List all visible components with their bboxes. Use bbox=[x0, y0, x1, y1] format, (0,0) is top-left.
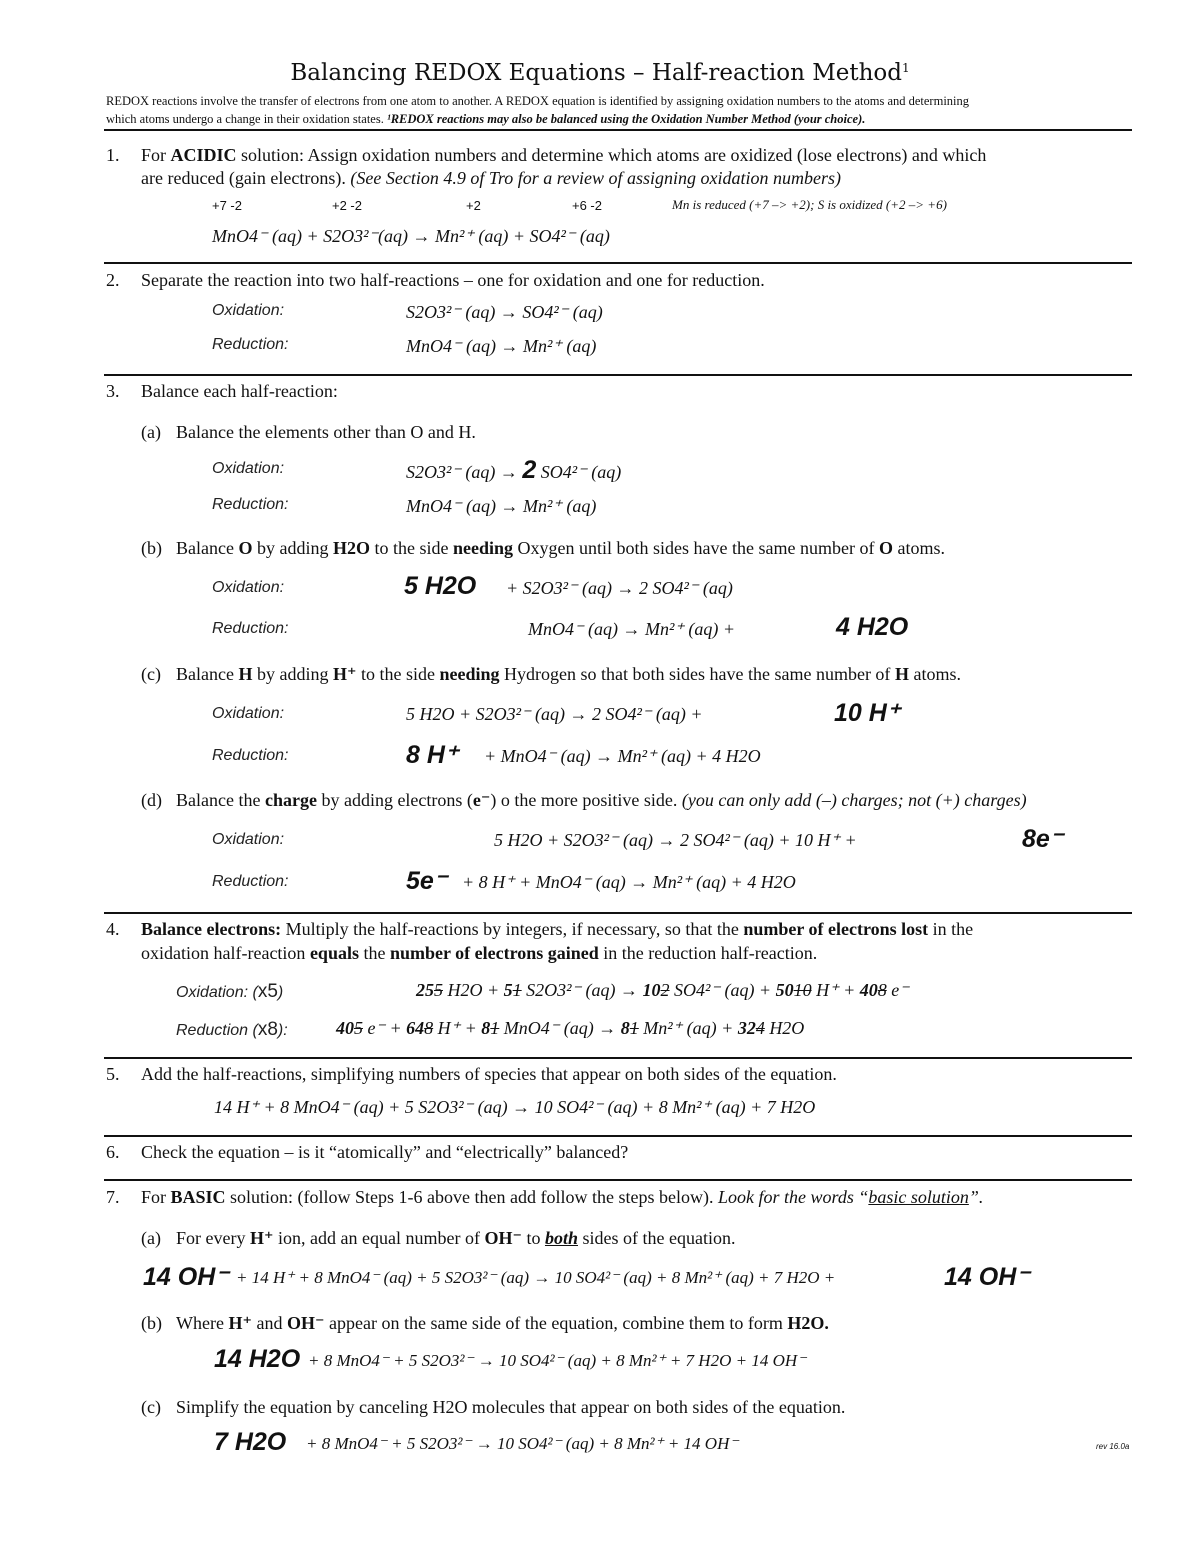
step-3b-t7: Oxygen until both sides have the same number of bbox=[513, 538, 879, 558]
step-3d-t2: charge bbox=[264, 790, 317, 810]
step-4-t4: in the bbox=[928, 919, 974, 939]
step-3d-ox-label: Oxidation: bbox=[212, 831, 285, 848]
step-3a-ox-eq-left: S2O3²⁻ (aq) → bbox=[406, 462, 523, 482]
step-7a-text bbox=[176, 1228, 735, 1249]
step-7b-t1: Where bbox=[176, 1313, 229, 1333]
step-4-red-eq bbox=[336, 1018, 804, 1039]
step-3d-red-electrons: 5e⁻ bbox=[406, 867, 448, 895]
step-7a-added-oh-left: 14 OH⁻ bbox=[143, 1263, 229, 1291]
divider bbox=[104, 1135, 1132, 1137]
new-coefficient: 64 bbox=[406, 1018, 425, 1038]
step-3a-red-eq: MnO4⁻ (aq) → Mn²⁺ (aq) bbox=[406, 496, 597, 516]
step-3d-t5: ) o the more positive side. bbox=[490, 790, 682, 810]
new-coefficient: 50 bbox=[775, 980, 794, 1000]
old-coefficient: 1 bbox=[512, 980, 522, 1000]
step-7b-t4: OH⁻ bbox=[286, 1313, 325, 1333]
step-4-l2b: equals bbox=[309, 943, 359, 963]
eq-fragment: S2O3²⁻ (aq) → bbox=[521, 980, 643, 1000]
step-3c-t1: Balance bbox=[176, 664, 239, 684]
step-3c-t3: by adding bbox=[252, 664, 333, 684]
step-3c-t4: H⁺ bbox=[332, 664, 357, 684]
ox-number-s2o3: +2 -2 bbox=[332, 198, 362, 213]
step-4-t1: Balance electrons: bbox=[141, 919, 282, 939]
step-3c-label: (c) bbox=[141, 664, 161, 684]
step-3-number: 3. bbox=[106, 381, 120, 401]
step-2-number: 2. bbox=[106, 270, 120, 290]
step-3b-t9: atoms. bbox=[892, 538, 945, 558]
step-4-text-line2 bbox=[141, 943, 817, 964]
step-3a-ox-eq bbox=[406, 456, 621, 485]
old-coefficient: 5 bbox=[434, 980, 443, 1000]
step-3b-t3: by adding bbox=[252, 538, 333, 558]
step-1-text-c: solution: Assign oxidation numbers and determine which atoms are oxidized (lose electrons) and which bbox=[236, 145, 987, 165]
step-7-t6: ”. bbox=[968, 1187, 984, 1207]
step-3d-t4: e⁻ bbox=[472, 790, 491, 810]
step-2-ox-label: Oxidation: bbox=[212, 302, 285, 319]
step-7-text bbox=[141, 1187, 983, 1208]
old-coefficient: 1 bbox=[629, 1018, 639, 1038]
step-7a-t1: For every bbox=[176, 1228, 250, 1248]
step-7a-t6: both bbox=[544, 1228, 578, 1248]
step-3b-t8: O bbox=[878, 538, 893, 558]
step-3c-red-added-h: 8 H⁺ bbox=[406, 741, 459, 769]
new-coefficient: 40 bbox=[336, 1018, 354, 1038]
step-5-equation: 14 H⁺ + 8 MnO4⁻ (aq) + 5 S2O3²⁻ (aq) → 10 SO4²⁻ (aq) + 8 Mn²⁺ (aq) + 7 H2O bbox=[214, 1097, 816, 1117]
step-1-line2a: are reduced (gain electrons). bbox=[141, 168, 351, 188]
step-7a-label: (a) bbox=[141, 1228, 161, 1248]
step-7b-text bbox=[176, 1313, 829, 1334]
step-3a-red-label: Reduction: bbox=[212, 496, 289, 513]
step-3d-text bbox=[176, 790, 1027, 811]
new-coefficient: 5 bbox=[503, 980, 513, 1000]
step-1-text-a: For bbox=[141, 145, 171, 165]
step-7c-net-water: 7 H2O bbox=[214, 1428, 287, 1456]
step-3b-red-label: Reduction: bbox=[212, 620, 289, 637]
new-coefficient: 8 bbox=[620, 1018, 630, 1038]
step-3b-red-added-water: 4 H2O bbox=[836, 613, 909, 641]
old-coefficient: 5 bbox=[354, 1018, 363, 1038]
step-7-number: 7. bbox=[106, 1187, 120, 1207]
step-7b-t6: H2O. bbox=[787, 1313, 829, 1333]
step-3c-t8: H bbox=[894, 664, 909, 684]
divider bbox=[104, 1179, 1132, 1181]
eq-fragment: SO4²⁻ (aq) + bbox=[669, 980, 776, 1000]
step-7a-t3: ion, add an equal number of bbox=[273, 1228, 485, 1248]
old-coefficient: 8 bbox=[424, 1018, 434, 1038]
old-coefficient: 4 bbox=[755, 1018, 765, 1038]
divider bbox=[104, 912, 1132, 914]
intro-line-1: REDOX reactions involve the transfer of electrons from one atom to another. A REDOX equation is identified by assigning oxidation numbers to the atoms and determining bbox=[106, 94, 970, 108]
step-7a-equation: + 14 H⁺ + 8 MnO4⁻ (aq) + 5 S2O3²⁻ (aq) → 10 SO4²⁻ (aq) + 8 Mn²⁺ (aq) + 7 H2O + bbox=[236, 1268, 836, 1287]
step-3b-t6: needing bbox=[453, 538, 514, 558]
step-7-t1: For bbox=[141, 1187, 171, 1207]
new-coefficient: 10 bbox=[642, 980, 661, 1000]
step-6-text: Check the equation – is it “atomically” and “electrically” balanced? bbox=[141, 1142, 629, 1162]
old-coefficient: 1 bbox=[490, 1018, 500, 1038]
step-3d-red-label: Reduction: bbox=[212, 873, 289, 890]
step-3b-ox-eq: + S2O3²⁻ (aq) → 2 SO4²⁻ (aq) bbox=[506, 578, 733, 598]
step-2-ox-eq: S2O3²⁻ (aq) → SO4²⁻ (aq) bbox=[406, 302, 603, 322]
step-7c-equation: + 8 MnO4⁻ + 5 S2O3²⁻ → 10 SO4²⁻ (aq) + 8 Mn²⁺ + 14 OH⁻ bbox=[306, 1434, 739, 1453]
step-2-red-eq: MnO4⁻ (aq) → Mn²⁺ (aq) bbox=[406, 336, 597, 356]
step-4-l2c: the bbox=[358, 943, 390, 963]
step-3c-t2: H bbox=[238, 664, 253, 684]
step-1-reference: (See Section 4.9 of Tro for a review of assigning oxidation numbers) bbox=[350, 168, 842, 188]
step-3d-t3: by adding electrons ( bbox=[316, 790, 473, 810]
step-4-l2a: oxidation half-reaction bbox=[141, 943, 310, 963]
old-coefficient: 2 bbox=[660, 980, 670, 1000]
eq-fragment: H⁺ + bbox=[811, 980, 860, 1000]
step-7b-equation: + 8 MnO4⁻ + 5 S2O3²⁻ → 10 SO4²⁻ (aq) + 8 Mn²⁺ + 7 H2O + 14 OH⁻ bbox=[308, 1351, 807, 1370]
eq-fragment: e⁻ + bbox=[363, 1018, 407, 1038]
step-4-l2e: in the reduction half-reaction. bbox=[598, 943, 818, 963]
intro-line-2-text: which atoms undergo a change in their oxidation states. bbox=[106, 112, 387, 126]
step-3b-ox-label: Oxidation: bbox=[212, 579, 285, 596]
step-7-basic: BASIC bbox=[170, 1187, 226, 1207]
step-3b-t5: to the side bbox=[370, 538, 453, 558]
ox-number-mn: +2 bbox=[466, 198, 481, 213]
step-4-l2d: number of electrons gained bbox=[389, 943, 599, 963]
step-3d-label: (d) bbox=[141, 790, 162, 810]
step-3c-ox-eq: 5 H2O + S2O3²⁻ (aq) → 2 SO4²⁻ (aq) + bbox=[406, 704, 703, 724]
step-3a-text: Balance the elements other than O and H. bbox=[176, 422, 476, 442]
step-3c-text bbox=[176, 664, 961, 685]
eq-fragment: e⁻ bbox=[886, 980, 909, 1000]
new-coefficient: 8 bbox=[481, 1018, 491, 1038]
title-footnote-mark: 1 bbox=[902, 61, 910, 75]
title-text: Balancing REDOX Equations – Half-reaction Method bbox=[290, 60, 902, 86]
step-7-t5: basic solution bbox=[868, 1187, 969, 1207]
step-7-t3: solution: (follow Steps 1-6 above then add follow the steps below). bbox=[225, 1187, 718, 1207]
eq-fragment: Mn²⁺ (aq) + bbox=[638, 1018, 738, 1038]
step-5-number: 5. bbox=[106, 1064, 120, 1084]
step-4-ox-multiplier: x5 bbox=[257, 981, 278, 1002]
step-3c-red-label: Reduction: bbox=[212, 747, 289, 764]
step-4-red-label-text: Reduction ( bbox=[176, 1022, 258, 1039]
step-3b-t1: Balance bbox=[176, 538, 239, 558]
step-7a-added-oh-right: 14 OH⁻ bbox=[944, 1263, 1030, 1291]
step-7a-t4: OH⁻ bbox=[484, 1228, 522, 1248]
step-7b-t5: appear on the same side of the equation, combine them to form bbox=[324, 1313, 788, 1333]
step-3-text: Balance each half-reaction: bbox=[141, 381, 338, 401]
step-4-t2: Multiply the half-reactions by integers, if necessary, so that the bbox=[281, 919, 744, 939]
step-7c-text: Simplify the equation by canceling H2O molecules that appear on both sides of the equation. bbox=[176, 1397, 846, 1417]
step-4-ox-label-text: Oxidation: ( bbox=[176, 984, 258, 1001]
step-3c-t5: to the side bbox=[356, 664, 440, 684]
step-3b-red-eq: MnO4⁻ (aq) → Mn²⁺ (aq) + bbox=[528, 619, 736, 639]
ox-number-so4: +6 -2 bbox=[572, 198, 602, 213]
step-4-text bbox=[141, 919, 973, 940]
step-6-number: 6. bbox=[106, 1142, 120, 1162]
step-4-number: 4. bbox=[106, 919, 120, 939]
ox-note: Mn is reduced (+7 –> +2); S is oxidized (+2 –> +6) bbox=[672, 197, 947, 212]
step-3a-label: (a) bbox=[141, 422, 161, 442]
step-3b-ox-added-water: 5 H2O bbox=[404, 572, 477, 600]
step-4-ox-label-close: ) bbox=[277, 984, 284, 1001]
eq-fragment: H2O + bbox=[443, 980, 504, 1000]
old-coefficient: 10 bbox=[793, 980, 812, 1000]
step-4-red-label-close: ): bbox=[277, 1022, 288, 1039]
step-3b-t2: O bbox=[238, 538, 253, 558]
divider bbox=[104, 262, 1132, 264]
step-3c-t6: needing bbox=[439, 664, 500, 684]
step-3c-red-eq: + MnO4⁻ (aq) → Mn²⁺ (aq) + 4 H2O bbox=[484, 746, 761, 766]
step-3c-t7: Hydrogen so that both sides have the same number of bbox=[499, 664, 895, 684]
step-5-text: Add the half-reactions, simplifying numbers of species that appear on both sides of the equation. bbox=[141, 1064, 837, 1084]
step-4-t3: number of electrons lost bbox=[743, 919, 929, 939]
step-4-ox-eq bbox=[416, 980, 909, 1001]
step-3a-ox-label: Oxidation: bbox=[212, 460, 285, 477]
step-7a-t7: sides of the equation. bbox=[577, 1228, 736, 1248]
step-1-acidic: ACIDIC bbox=[170, 145, 237, 165]
step-1-text-line2 bbox=[141, 168, 841, 189]
step-7b-t3: and bbox=[251, 1313, 287, 1333]
step-7c-label: (c) bbox=[141, 1397, 161, 1417]
step-4-red-label bbox=[176, 1019, 288, 1041]
step-3d-red-eq: + 8 H⁺ + MnO4⁻ (aq) → Mn²⁺ (aq) + 4 H2O bbox=[462, 872, 796, 892]
step-2-red-label: Reduction: bbox=[212, 336, 289, 353]
divider bbox=[104, 129, 1132, 131]
step-1-number: 1. bbox=[106, 145, 120, 165]
step-2-text: Separate the reaction into two half-reactions – one for oxidation and one for reduction. bbox=[141, 270, 765, 290]
step-7b-label: (b) bbox=[141, 1313, 162, 1333]
step-7-t4: Look for the words “ bbox=[717, 1187, 869, 1207]
ox-number-mno4: +7 -2 bbox=[212, 198, 242, 213]
page-title bbox=[0, 60, 1200, 86]
old-coefficient: 8 bbox=[877, 980, 887, 1000]
step-3b-text bbox=[176, 538, 945, 559]
step-1-text bbox=[141, 145, 986, 166]
step-7a-t5: to bbox=[521, 1228, 545, 1248]
divider bbox=[104, 374, 1132, 376]
intro-line-2 bbox=[106, 112, 865, 127]
step-3c-t9: atoms. bbox=[908, 664, 961, 684]
step-4-ox-label bbox=[176, 981, 283, 1003]
intro-footnote: ¹REDOX reactions may also be balanced using the Oxidation Number Method (your choice). bbox=[386, 112, 866, 126]
new-coefficient: 40 bbox=[859, 980, 878, 1000]
step-7a-t2: H⁺ bbox=[249, 1228, 274, 1248]
new-coefficient: 32 bbox=[737, 1018, 756, 1038]
step-4-red-multiplier: x8 bbox=[257, 1019, 278, 1040]
step-3b-t4: H2O bbox=[332, 538, 370, 558]
step-3a-ox-coefficient: 2 bbox=[522, 456, 537, 484]
eq-fragment: MnO4⁻ (aq) → bbox=[499, 1018, 621, 1038]
step-3c-ox-added-h: 10 H⁺ bbox=[834, 699, 901, 727]
eq-fragment: H⁺ + bbox=[433, 1018, 482, 1038]
step-3d-ox-electrons: 8e⁻ bbox=[1022, 825, 1064, 853]
step-7b-combined-water: 14 H2O bbox=[214, 1345, 301, 1373]
eq-fragment: H2O bbox=[764, 1018, 805, 1038]
step-3d-ox-eq: 5 H2O + S2O3²⁻ (aq) → 2 SO4²⁻ (aq) + 10 H⁺ + bbox=[494, 830, 857, 850]
step-3a-ox-eq-right: SO4²⁻ (aq) bbox=[536, 462, 622, 482]
step-3d-t1: Balance the bbox=[176, 790, 265, 810]
step-7b-t2: H⁺ bbox=[228, 1313, 252, 1333]
step-1-equation: MnO4⁻ (aq) + S2O3²⁻(aq) → Mn²⁺ (aq) + SO4²⁻ (aq) bbox=[212, 226, 610, 246]
step-3b-label: (b) bbox=[141, 538, 162, 558]
divider bbox=[104, 1057, 1132, 1059]
new-coefficient: 25 bbox=[416, 980, 434, 1000]
step-3d-t6: (you can only add (–) charges; not (+) charges) bbox=[681, 790, 1027, 810]
step-3c-ox-label: Oxidation: bbox=[212, 705, 285, 722]
revision-footer: rev 16.0a bbox=[1096, 1442, 1130, 1451]
